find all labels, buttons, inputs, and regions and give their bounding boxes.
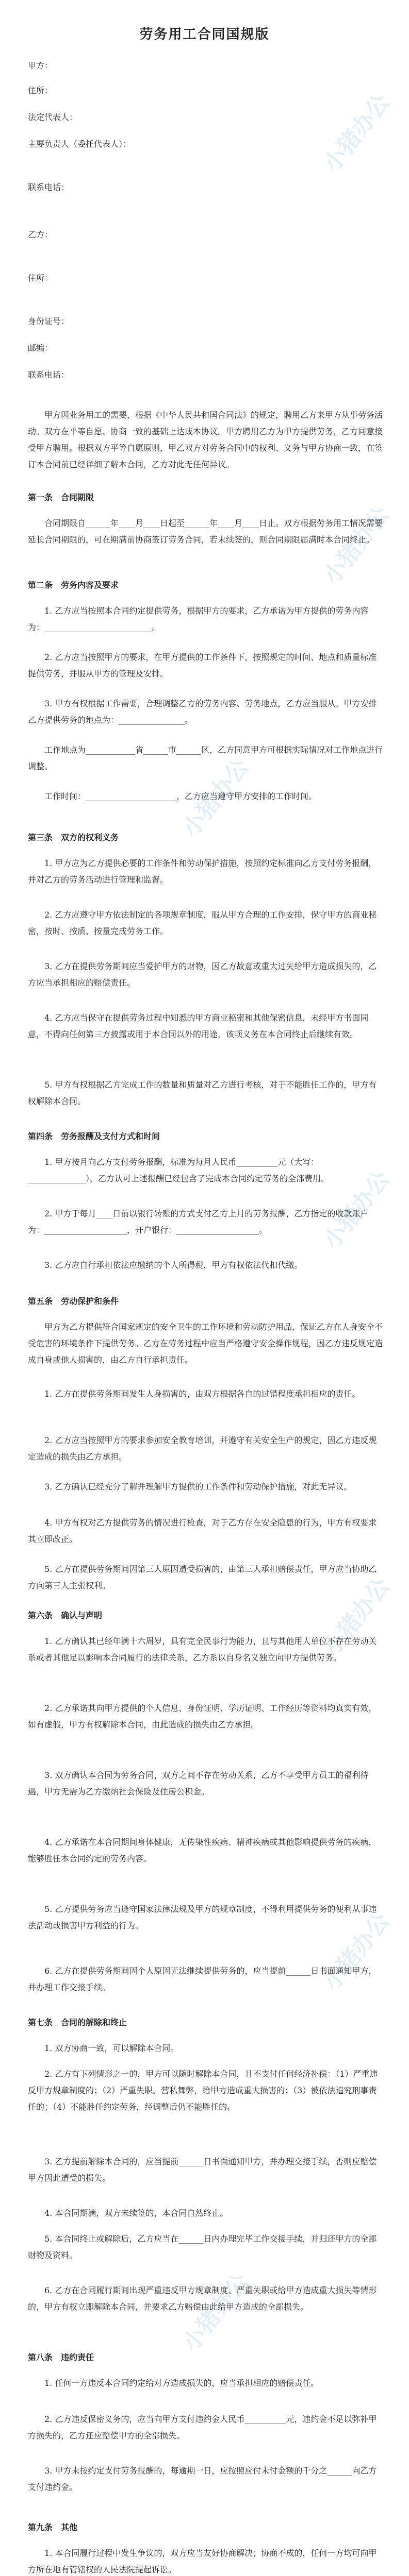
section-5-para-2: 1. 乙方在提供劳务期间发生人身损害的，由双方根据各自的过错程度承担相应的责任。 (44, 1389, 361, 1399)
section-5-para-3: 2. 乙方应当按照甲方的要求参加安全教育培训，并遵守有关安全生产的规定，因乙方违反规定造成的损失由乙方承担。 (28, 1435, 377, 1462)
party-b-label: 乙方： (28, 230, 53, 240)
section-1-heading: 第一条 合同期限 (28, 493, 94, 502)
watermark: 小猪办公 (318, 1573, 395, 1661)
section-3-para-5: 5. 甲方有权根据乙方完成工作的数量和质量对乙方进行考核，对于不能胜任工作的，甲方有权解除本合同。 (28, 1080, 377, 1106)
section-9-para-1: 1. 本合同履行过程中发生争议的，双方应当友好协商解决；协商不成的，任何一方均可向甲方所在地有管辖权的人民法院提起诉讼。 (28, 2548, 377, 2574)
section-7-heading: 第七条 合同的解除和终止 (28, 2018, 127, 2027)
watermark: 小猪办公 (177, 2268, 254, 2357)
section-3-heading: 第三条 双方的权利义务 (28, 833, 119, 842)
party-b-id-card: 身份证号： (28, 316, 70, 326)
section-6-para-5: 5. 乙方提供劳务应当遵守国家法律法规及甲方的规章制度，不得利用提供劳务的便利从事违法活动或损害甲方利益的行为。 (28, 1904, 377, 1930)
section-8-para-2: 2. 乙方违反保密义务的，应当向甲方支付违约金人民币__________元，违约金不足以弥补甲方损失的，乙方还应赔偿甲方的全部损失。 (28, 2414, 377, 2441)
party-a-legal-rep: 法定代表人： (28, 112, 78, 122)
section-8-para-1: 1. 任何一方违反本合同约定给对方造成损失的，应当承担相应的赔偿责任。 (44, 2378, 319, 2388)
section-7-para-2: 2. 乙方有下列情形之一的，甲方可以随时解除本合同，且不支付任何经济补偿：（1）严重违反甲方规章制度的；（2）严重失职、营私舞弊，给甲方造成重大损害的；（3）被依法追究刑事责任的；（4）不能胜任约定劳务，经调整后仍不能胜任的。 (28, 2069, 378, 2112)
section-3-para-2: 2. 乙方应遵守甲方依法制定的各项规章制度，服从甲方合理的工作安排，保守甲方的商业秘密，按时、按质、按量完成劳务工作。 (28, 910, 377, 936)
section-7-para-1: 1. 双方协商一致，可以解除本合同。 (44, 2043, 179, 2053)
section-3-para-4: 4. 乙方应当保守在提供劳务过程中知悉的甲方商业秘密和其他保密信息，未经甲方书面同意，不得向任何第三方披露或用于本合同以外的用途，该项义务在本合同终止后继续有效。 (28, 1013, 369, 1039)
section-7-para-3: 3. 乙方提前解除本合同的，应当提前______日书面通知甲方，并办理交接手续，否则应赔偿甲方因此遭受的损失。 (28, 2157, 377, 2183)
section-3-para-1: 1. 甲方应为乙方提供必要的工作条件和劳动保护措施，按照约定标准向乙方支付劳务报酬，并对乙方的劳务活动进行管理和监督。 (28, 858, 377, 885)
section-3-para-3: 3. 乙方在提供劳务期间应当爱护甲方的财物，因乙方故意或重大过失给甲方造成损失的，乙方应当承担相应的赔偿责任。 (28, 961, 377, 988)
watermark: 小猪办公 (318, 89, 395, 177)
section-4-heading: 第四条 劳务报酬及支付方式和时间 (28, 1131, 160, 1141)
section-7-para-6: 6. 乙方在合同履行期间出现严重违反甲方规章制度、严重失职或给甲方造成重大损失等情形的，甲方有权立即解除本合同，并要求乙方赔偿由此给甲方造成的全部损失。 (28, 2285, 377, 2312)
party-a-principal: 主要负责人（委托代表人）： (28, 139, 132, 149)
watermark: 小猪办公 (177, 754, 254, 842)
party-b-address: 住所： (28, 273, 53, 283)
section-6-heading: 第六条 确认与声明 (28, 1611, 103, 1620)
watermark: 小猪办公 (318, 1166, 395, 1254)
party-a-address: 住所： (28, 86, 53, 95)
document-title: 劳务用工合同国规版 (139, 27, 270, 42)
section-5-para-5: 4. 甲方有权对乙方提供劳务的情况进行检查，对于乙方存在安全隐患的行为，甲方有权要求其立即改正。 (28, 1518, 377, 1544)
section-4-para-3: 3. 乙方应自行承担依法应缴纳的个人所得税，甲方有权依法代扣代缴。 (44, 1260, 303, 1270)
section-8-para-3: 3. 甲方未按约定支付劳务报酬的，每逾期一日，应按照应付未付金额的千分之______向乙方支付违约金。 (28, 2466, 377, 2492)
section-6-para-4: 4. 乙方承诺在本合同期间身体健康，无传染性疾病、精神疾病或其他影响提供劳务的疾病，能够胜任本合同约定的劳务内容。 (28, 1837, 377, 1863)
section-2-para-1: 1. 乙方应当按照本合同约定提供劳务，根据甲方的要求，乙方承诺为甲方提供的劳务内容为：__________________________。 (28, 606, 369, 632)
party-a-label: 甲方： (28, 61, 53, 71)
party-a-phone: 联系电话： (28, 182, 70, 192)
section-5-para-1: 甲方为乙方提供符合国家规定的安全卫生的工作环境和劳动防护用品，保证乙方在人身安全不受危害的环境条件下提供劳务。乙方在劳务过程中应当严格遵守安全操作规程，因乙方违反规定造成自身或他人损害的，由乙方自行承担责任。 (28, 1322, 383, 1365)
preamble: 甲方因业务用工的需要，根据《中华人民共和国合同法》的规定，聘用乙方来甲方从事劳务活动。双方在平等自愿、协商一致的基础上达成本协议。甲方聘用乙方为甲方提供劳务，乙方同意接受甲方聘用。根据双方平等自愿原则，甲乙双方对劳务合同中的权利、义务与甲方协商一致，在签订本合同前已经详细了解本合同，乙方对此无任何异议。 (28, 410, 383, 469)
section-4-para-2: 2. 甲方于每月____日前以银行转账的方式支付乙方上月的劳务报酬，乙方指定的收款账户为：____________________，开户银行：____________________。 (28, 1209, 369, 1235)
section-2-para-4: 工作地点为____________省______市______区，乙方同意甲方可根据实际情况对工作地点进行调整。 (28, 745, 383, 771)
section-8-heading: 第八条 违约责任 (28, 2352, 94, 2362)
party-b-postcode: 邮编： (28, 343, 53, 353)
section-4-para-1: 1. 甲方按月向乙方支付劳务报酬，标准为每月人民币__________元（大写：______________），乙方认可上述报酬已经包含了完成本合同约定劳务的全部费用。 (28, 1157, 330, 1183)
watermark: 小猪办公 (318, 501, 395, 589)
section-6-para-1: 1. 乙方确认其已经年满十六周岁，具有完全民事行为能力，且与其他用人单位不存在劳动关系或者其他足以影响本合同履行的法律关系，乙方系以自身名义独立向甲方提供劳务。 (28, 1636, 377, 1663)
section-2-heading: 第二条 劳务内容及要求 (28, 580, 119, 590)
section-5-para-4: 3. 乙方确认已经充分了解并理解甲方提供的工作条件和劳动保护措施，对此无异议。 (44, 1482, 352, 1492)
section-9-heading: 第九条 其他 (28, 2522, 78, 2532)
watermark: 小猪办公 (318, 1908, 395, 1996)
section-6-para-3: 3. 双方确认本合同为劳务合同，双方之间不存在劳动关系，乙方不享受甲方员工的福利待遇，甲方无需为乙方缴纳社会保险及住房公积金。 (28, 1770, 369, 1797)
section-6-para-2: 2. 乙方承诺其向甲方提供的个人信息、身份证明、学历证明、工作经历等资料均真实有效，如有虚假，甲方有权解除本合同，由此造成的损失由乙方承担。 (28, 1703, 377, 1730)
party-b-phone: 联系电话： (28, 370, 70, 380)
section-2-para-3: 3. 甲方有权根据工作需要，合理调整乙方的劳务内容、劳务地点，乙方应当服从。甲方安排乙方提供劳务的地点为：________________。 (28, 699, 377, 725)
section-2-para-2: 2. 乙方应当按照甲方的要求，在甲方提供的工作条件下，按照规定的时间、地点和质量标准提供劳务，并服从甲方的管理及安排。 (28, 652, 377, 679)
section-6-para-6: 6. 乙方在提供劳务期间因个人原因无法继续提供劳务的，应当提前______日书面通知甲方，并办理工作交接手续。 (28, 1966, 377, 1992)
section-1-para-1: 合同期限自______年____月____日起至______年____月____日止。双方根据劳务用工情况需要延长合同期限的，可在期满前协商签订劳务合同，若未续签的，则合同期限届满时本合同终止。 (28, 518, 383, 545)
section-7-para-4: 4. 本合同期满，双方未续签的，本合同自然终止。 (44, 2208, 228, 2218)
section-2-para-5: 工作时间：______________________，乙方应当遵守甲方安排的工作时间。 (44, 791, 317, 801)
section-7-para-5: 5. 本合同终止或解除后，乙方应当在______日内办理完毕工作交接手续，并归还甲方的全部财物及资料。 (28, 2234, 377, 2260)
section-5-para-6: 5. 乙方在提供劳务期间因第三人原因遭受损害的，由第三人承担赔偿责任，甲方应当协助乙方向第三人主张权利。 (28, 1564, 377, 1590)
section-5-heading: 第五条 劳动保护和条件 (28, 1296, 119, 1306)
